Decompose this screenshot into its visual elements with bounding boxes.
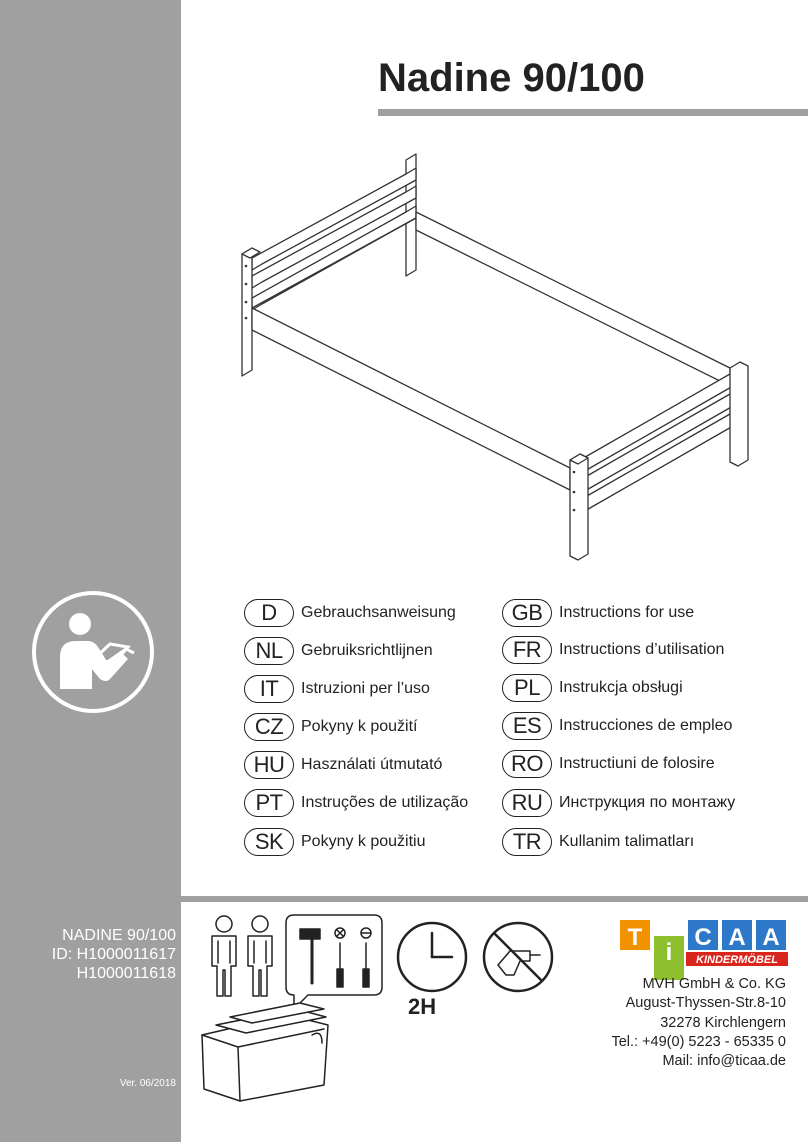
language-code-badge: TR <box>502 828 552 856</box>
version-label: Ver. 06/2018 <box>119 1078 176 1089</box>
language-label: Kullanim talimatları <box>559 833 695 850</box>
language-row-fr <box>502 635 724 665</box>
language-code-badge: HU <box>244 751 294 779</box>
logo-letter-c: C <box>694 924 712 951</box>
language-row-cz <box>244 712 418 742</box>
language-code-badge: PT <box>244 789 294 817</box>
title-underline <box>378 109 808 116</box>
company-address <box>611 975 786 1071</box>
language-row-nl <box>244 636 433 666</box>
language-label: Használati útmutató <box>301 756 443 773</box>
toolbox-icon <box>202 1003 328 1101</box>
language-row-pt <box>244 788 468 818</box>
language-code-badge: GB <box>502 599 552 627</box>
assembly-duration: 2H <box>408 994 437 1019</box>
bed-headboard <box>252 168 416 310</box>
company-street: August-Thyssen-Str.8-10 <box>625 995 786 1012</box>
language-row-hu <box>244 750 442 780</box>
language-row-it <box>244 674 430 704</box>
language-row-ru <box>502 788 735 818</box>
language-row-es <box>502 711 732 741</box>
language-code-badge: PL <box>502 674 552 702</box>
assembly-requirements-illustration <box>196 905 586 1105</box>
language-row-sk <box>244 827 426 857</box>
hammer-icon <box>300 929 320 983</box>
language-label: Gebrauchsanweisung <box>301 604 456 621</box>
bed-footboard <box>580 368 740 514</box>
language-code-badge: CZ <box>244 713 294 741</box>
document-title: Nadine 90/100 <box>378 56 645 100</box>
product-info <box>52 926 176 983</box>
language-label: Gebruiksrichtlijnen <box>301 642 433 659</box>
company-phone: Tel.: +49(0) 5223 - 65335 0 <box>611 1033 786 1050</box>
company-city: 32278 Kirchlengern <box>660 1014 786 1031</box>
logo-letter-a1: A <box>728 924 746 951</box>
language-code-badge: FR <box>502 636 552 664</box>
bed-illustration <box>230 150 760 570</box>
language-label: Istruzioni per l’uso <box>301 680 430 697</box>
phillips-screwdriver-icon <box>335 928 345 987</box>
language-code-badge: RO <box>502 750 552 778</box>
company-name: MVH GmbH & Co. KG <box>642 976 786 992</box>
language-code-badge: IT <box>244 675 294 703</box>
two-persons-icon <box>212 916 272 996</box>
language-label: Instructions for use <box>559 604 695 621</box>
language-label: Instruções de utilização <box>301 794 469 811</box>
no-power-drill-icon <box>484 923 552 991</box>
footer-rule <box>181 896 808 902</box>
flat-screwdriver-icon <box>361 928 371 987</box>
product-name: NADINE 90/100 <box>62 927 176 944</box>
product-id-2: H1000011618 <box>76 965 176 982</box>
language-code-badge: ES <box>502 712 552 740</box>
bed-right-side-rail <box>416 212 730 386</box>
language-label: Pokyny k použitiu <box>301 833 426 850</box>
read-manual-icon <box>30 589 156 715</box>
clock-icon <box>398 923 466 991</box>
language-label: Pokyny k použití <box>301 718 418 735</box>
language-row-pl <box>502 673 683 703</box>
language-label: Инструкция по монтажу <box>559 794 736 811</box>
language-code-badge: SK <box>244 828 294 856</box>
language-code-badge: NL <box>244 637 294 665</box>
ticaa-logo <box>620 916 788 980</box>
logo-letter-a2: A <box>762 924 780 951</box>
language-code-badge: RU <box>502 789 552 817</box>
language-row-ro <box>502 749 715 779</box>
company-mail: Mail: info@ticaa.de <box>662 1053 786 1070</box>
language-code-badge: D <box>244 599 294 627</box>
language-row-gb <box>502 598 694 628</box>
logo-letter-i: i <box>665 939 673 966</box>
logo-letter-t: T <box>627 924 643 951</box>
language-row-tr <box>502 827 694 857</box>
language-label: Instrukcja obsługi <box>559 679 683 696</box>
language-label: Instructiuni de folosire <box>559 755 715 772</box>
bed-front-post <box>570 454 588 560</box>
language-label: Instrucciones de empleo <box>559 717 733 734</box>
logo-tagline: KINDERMÖBEL <box>696 954 778 966</box>
product-id: ID: H1000011617 <box>51 946 176 963</box>
left-sidebar-band <box>0 0 181 896</box>
bed-foot-back-post <box>730 362 748 466</box>
language-label: Instructions d’utilisation <box>559 641 725 658</box>
language-row-d <box>244 598 456 628</box>
